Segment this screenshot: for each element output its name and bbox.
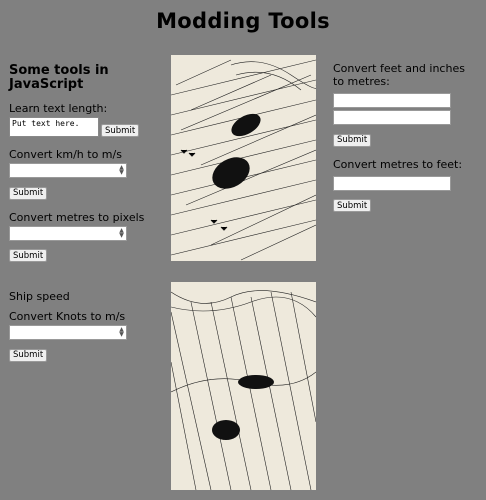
- metres-feet-submit-button[interactable]: Submit: [333, 199, 371, 212]
- metres-pixels-number-input[interactable]: [9, 226, 127, 241]
- feet-inches-tool: [333, 62, 478, 147]
- page-title: Modding Tools: [156, 9, 330, 33]
- knots-number-input[interactable]: [9, 325, 127, 340]
- sketch-drawing: [171, 282, 316, 490]
- metres-pixels-submit-button[interactable]: Submit: [9, 249, 47, 262]
- text-length-label: Learn text length:: [9, 102, 108, 115]
- metres-pixels-label: Convert metres to pixels: [9, 210, 145, 224]
- kmh-tool: [9, 148, 159, 200]
- text-length-textarea[interactable]: [9, 117, 99, 137]
- kmh-number-input[interactable]: [9, 163, 127, 178]
- spinner-icon[interactable]: ▲ ▼: [119, 226, 124, 239]
- feet-inches-submit-button[interactable]: Submit: [333, 134, 371, 147]
- knots-label: Convert Knots to m/s: [9, 310, 126, 323]
- metres-input[interactable]: [333, 176, 451, 191]
- text-length-submit-button[interactable]: Submit: [101, 124, 139, 137]
- kmh-label: Convert km/h to m/s: [9, 148, 122, 161]
- tools-heading: Some tools in JavaScript: [9, 63, 109, 92]
- right-tools-panel: [333, 62, 478, 223]
- kmh-submit-button[interactable]: Submit: [9, 187, 47, 200]
- metres-feet-label: Convert metres to feet:: [333, 157, 463, 171]
- inches-input[interactable]: [333, 110, 451, 125]
- left-tools-panel: [9, 64, 159, 273]
- feet-input[interactable]: [333, 93, 451, 108]
- ship-sketch-image-top: [171, 55, 316, 261]
- sketch-drawing: [171, 55, 316, 261]
- knots-submit-button[interactable]: Submit: [9, 349, 47, 362]
- metres-feet-tool: [333, 158, 478, 213]
- ship-sketch-image-bottom: [171, 282, 316, 490]
- metres-pixels-tool: [9, 211, 159, 263]
- text-length-tool: [9, 102, 159, 137]
- ship-speed-panel: [9, 290, 159, 362]
- ship-speed-heading: Ship speed: [9, 290, 70, 303]
- spinner-icon[interactable]: ▲ ▼: [119, 164, 124, 176]
- feet-inches-label: Convert feet and inches to metres:: [333, 62, 465, 88]
- spinner-icon[interactable]: ▲ ▼: [119, 326, 124, 338]
